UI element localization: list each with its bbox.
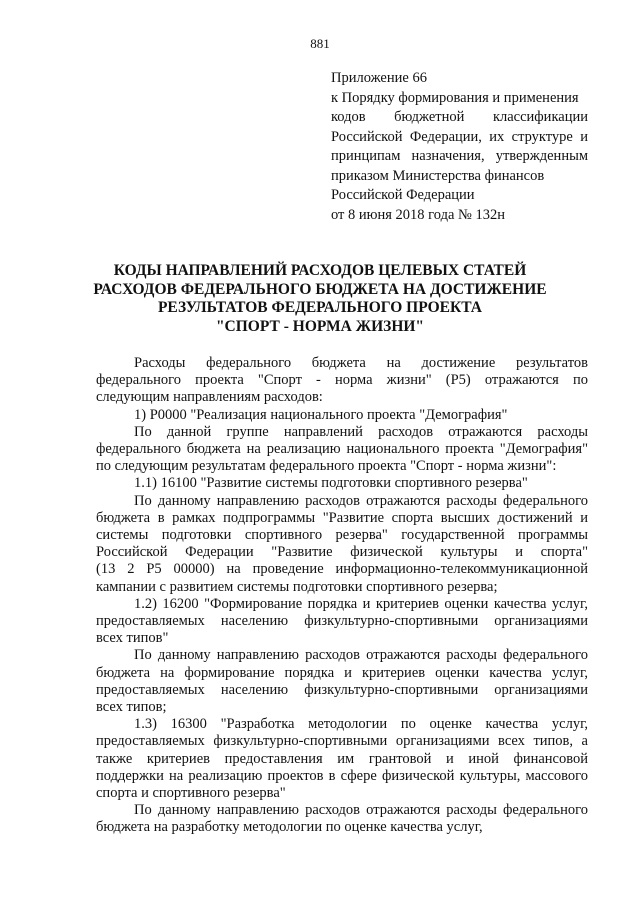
- paragraph-line: бюджета на разработку методологии по оценке качества услуг,: [96, 819, 483, 836]
- paragraph: [96, 647, 588, 716]
- paragraph-line: следующим направлениям расходов:: [96, 389, 323, 406]
- appendix-line: Российской Федерации: [331, 187, 475, 203]
- paragraph-line: кампании с развитием системы подготовки спортивного резерва;: [96, 578, 498, 595]
- paragraph-line: поддержки на реализацию проектов в сфере физической культуры, массового: [96, 767, 588, 784]
- paragraph: [96, 493, 588, 596]
- paragraph-line: По данному направлению расходов отражаются расходы федерального: [134, 802, 588, 819]
- paragraph-line: предоставляемых физкультурно-спортивными организациями всех типов, а: [96, 733, 588, 750]
- appendix-line: Российской Федерации, их структуре и: [331, 128, 588, 145]
- page-number: 881: [310, 36, 330, 51]
- paragraph-line: (13 2 P5 00000) на проведение информационно-телекоммуникационной: [96, 561, 588, 578]
- document-heading: [60, 262, 580, 336]
- paragraph-line: По данной группе направлений расходов отражаются расходы: [134, 423, 588, 440]
- paragraph-line: По данному направлению расходов отражаются расходы федерального: [134, 492, 588, 509]
- paragraph-line: бюджета на формирование порядка и критериев оценки качества услуг,: [96, 664, 588, 681]
- paragraph: [96, 596, 588, 648]
- paragraph: [96, 716, 588, 802]
- appendix-date: от 8 июня 2018 года № 132н: [331, 206, 505, 223]
- appendix-title: Приложение 66: [331, 70, 427, 86]
- paragraph-line: бюджета в рамках подпрограммы "Развитие спорта высших достижений и: [96, 509, 588, 526]
- paragraph-line: федерального бюджета на реализацию национального проекта "Демография": [96, 441, 588, 458]
- paragraph: [96, 802, 588, 836]
- paragraph: [96, 424, 588, 476]
- heading-line: "СПОРТ - НОРМА ЖИЗНИ": [215, 317, 425, 335]
- appendix-line: приказом Министерства финансов: [331, 167, 545, 184]
- heading-line: РАСХОДОВ ФЕДЕРАЛЬНОГО БЮДЖЕТА НА ДОСТИЖЕНИЕ: [93, 280, 547, 298]
- paragraph-line: по следующим результатам федерального проекта "Спорт - норма жизни":: [96, 458, 557, 475]
- paragraph-line: 1.3) 16300 "Разработка методологии по оценке качества услуг,: [134, 716, 588, 733]
- document-body: [96, 355, 588, 837]
- appendix-block: [331, 69, 588, 225]
- paragraph-line: спорта и спортивного резерва": [96, 785, 286, 802]
- paragraph-line: всех типов": [96, 630, 169, 647]
- heading-line: КОДЫ НАПРАВЛЕНИЙ РАСХОДОВ ЦЕЛЕВЫХ СТАТЕЙ: [113, 262, 527, 279]
- paragraph-line: предоставляемых населению физкультурно-спортивными организациями: [96, 681, 588, 698]
- paragraph-line: 1) P0000 "Реализация национального проекта "Демография": [134, 406, 508, 423]
- paragraph: [96, 475, 588, 492]
- paragraph-line: Расходы федерального бюджета на достижение результатов: [134, 355, 588, 371]
- appendix-line: кодов бюджетной классификации: [331, 109, 588, 125]
- heading-line: РЕЗУЛЬТАТОВ ФЕДЕРАЛЬНОГО ПРОЕКТА: [157, 299, 483, 316]
- paragraph-line: По данному направлению расходов отражаются расходы федерального: [134, 647, 588, 664]
- appendix-line: принципам назначения, утвержденным: [331, 148, 588, 164]
- paragraph: [96, 355, 588, 407]
- paragraph-line: Российской Федерации "Развитие физической культуры и спорта": [96, 544, 588, 561]
- paragraph-line: также критериев предоставления им грантовой и иной финансовой: [96, 750, 588, 767]
- paragraph-line: 1.2) 16200 "Формирование порядка и критериев оценки качества услуг,: [134, 595, 588, 612]
- paragraph-line: системы подготовки спортивного резерва" государственной программы: [96, 527, 588, 544]
- appendix-line: к Порядку формирования и применения: [331, 89, 579, 106]
- paragraph: [96, 407, 588, 424]
- paragraph-line: федерального проекта "Спорт - норма жизни" (P5) отражаются по: [96, 372, 588, 389]
- paragraph-line: 1.1) 16100 "Развитие системы подготовки спортивного резерва": [134, 475, 528, 492]
- paragraph-line: предоставляемых населению физкультурно-спортивными организациями: [96, 613, 588, 630]
- paragraph-line: всех типов;: [96, 699, 167, 716]
